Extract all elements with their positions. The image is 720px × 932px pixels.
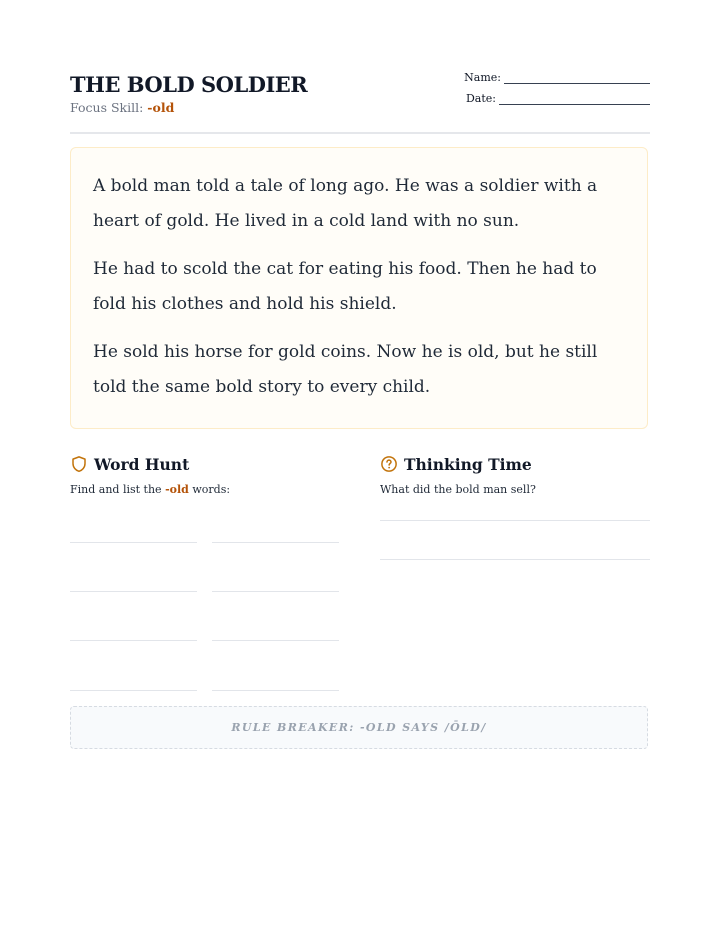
question-circle-icon [380,455,398,473]
word-answer-line[interactable] [70,640,197,641]
thinking-time-section [380,452,650,496]
shield-icon [70,455,88,473]
word-hunt-instruction [70,483,230,496]
name-field[interactable] [464,71,650,84]
instruction-text: Find and list the [70,483,162,496]
instruction-highlight: -old [165,483,189,496]
word-answer-line[interactable] [212,542,339,543]
focus-skill-label: Focus Skill: [70,100,144,115]
word-hunt-title: Word Hunt [94,454,190,474]
thinking-time-heading [380,452,650,476]
story-box [70,147,648,429]
rule-breaker-box [70,706,648,749]
worksheet-header [70,70,650,134]
thinking-time-question: What did the bold man sell? [380,483,536,496]
worksheet-page [70,0,650,932]
focus-skill [70,100,174,115]
focus-skill-value: -old [147,100,175,115]
answer-line[interactable] [380,520,650,521]
word-answer-line[interactable] [212,591,339,592]
word-answer-line[interactable] [70,542,197,543]
word-hunt-section [70,452,340,496]
rule-breaker-text: RULE BREAKER: -OLD SAYS /ŌLD/ [231,721,487,734]
story-paragraph: He sold his horse for gold coins. Now he is old, but he still told the same bold story to every child. [93,342,598,397]
story-paragraph: He had to scold the cat for eating his food. Then he had to fold his clothes and hold his shield. [93,259,597,314]
word-answer-line[interactable] [70,690,197,691]
word-answer-line[interactable] [212,640,339,641]
instruction-text: words: [192,483,231,496]
name-label: Name: [464,71,501,84]
answer-line[interactable] [380,559,650,560]
name-line[interactable] [504,72,650,84]
date-field[interactable] [466,92,650,105]
page-title: THE BOLD SOLDIER [70,72,308,97]
word-answer-line[interactable] [212,690,339,691]
word-hunt-heading [70,452,340,476]
date-label: Date: [465,92,496,105]
word-answer-line[interactable] [70,591,197,592]
date-line[interactable] [499,93,650,105]
thinking-time-title: Thinking Time [404,454,532,474]
story-paragraph: A bold man told a tale of long ago. He was a soldier with a heart of gold. He lived in a cold land with no sun. [93,176,598,231]
